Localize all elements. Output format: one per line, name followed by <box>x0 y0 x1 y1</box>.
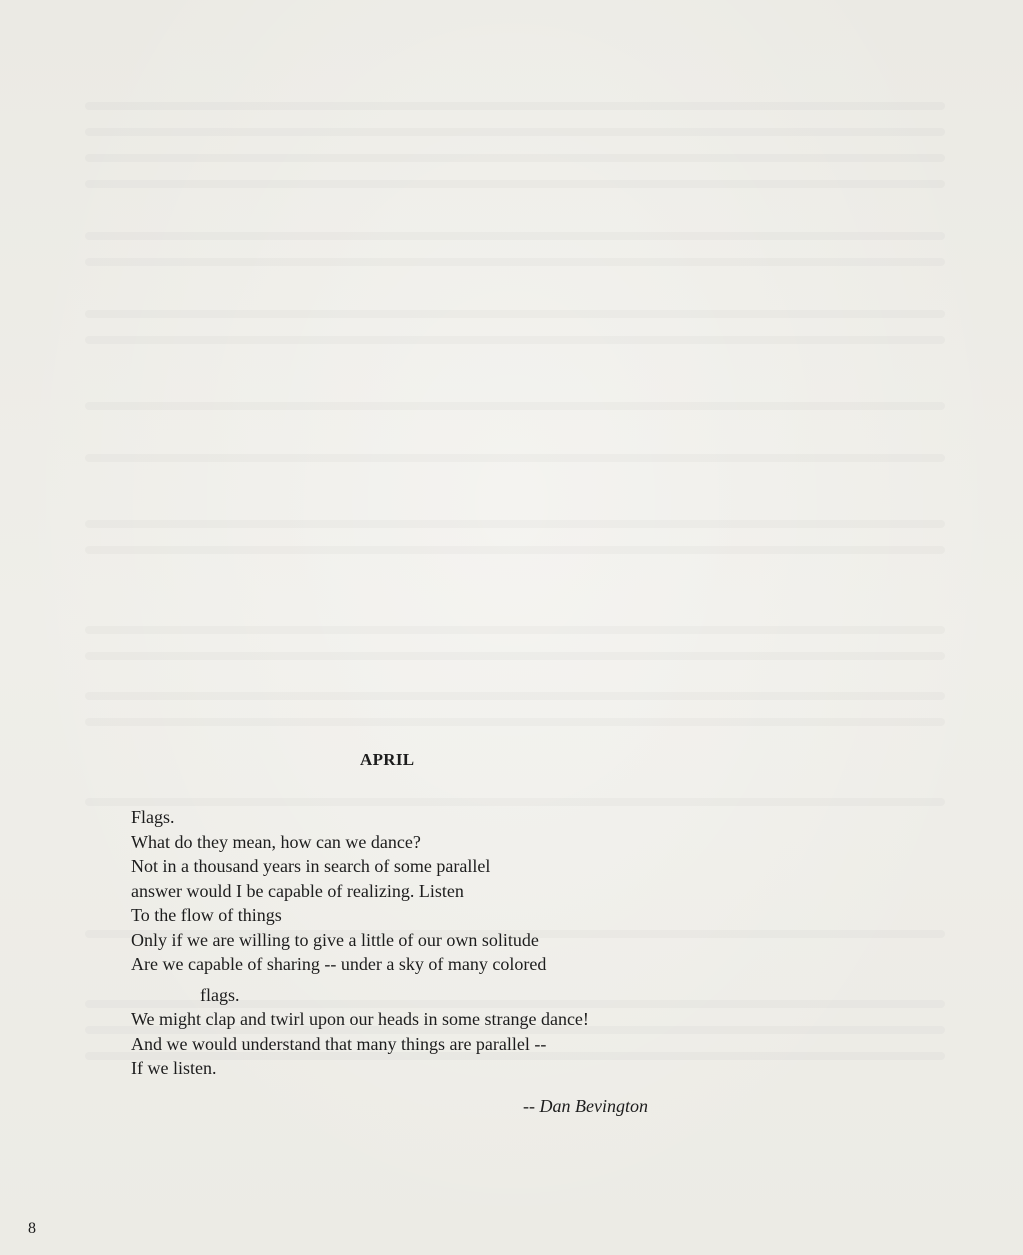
bleed-through-texture <box>85 626 945 634</box>
poem-line: Only if we are willing to give a little of our own solitude <box>131 929 539 950</box>
page-number: 8 <box>28 1220 36 1237</box>
poem-line: If we listen. <box>131 1058 217 1078</box>
bleed-through-texture <box>85 180 945 188</box>
bleed-through-texture <box>85 718 945 726</box>
poem-line: answer would I be capable of realizing. Listen <box>131 880 464 901</box>
poem-line: To the flow of things <box>131 905 282 925</box>
poem-line: Are we capable of sharing -- under a sky of many colored <box>131 954 547 974</box>
bleed-through-texture <box>85 546 945 554</box>
poem-line-indented: flags. <box>200 984 240 1005</box>
bleed-through-texture <box>85 402 945 410</box>
poem-title: APRIL <box>360 750 415 769</box>
bleed-through-texture <box>85 520 945 528</box>
poem-line: Not in a thousand years in search of some parallel <box>131 856 491 876</box>
bleed-through-texture <box>85 310 945 318</box>
poem-line: And we would understand that many things are parallel -- <box>131 1033 547 1054</box>
bleed-through-texture <box>85 258 945 266</box>
bleed-through-texture <box>85 128 945 136</box>
poem-author: -- Dan Bevington <box>523 1096 648 1116</box>
bleed-through-texture <box>85 692 945 700</box>
bleed-through-texture <box>85 652 945 660</box>
bleed-through-texture <box>85 454 945 462</box>
poem-line: We might clap and twirl upon our heads in some strange dance! <box>131 1009 589 1029</box>
poem-body <box>131 805 691 1081</box>
bleed-through-texture <box>85 102 945 110</box>
bleed-through-texture <box>85 154 945 162</box>
bleed-through-texture <box>85 336 945 344</box>
bleed-through-texture <box>85 232 945 240</box>
poem-line: Flags. <box>131 807 175 827</box>
poem-line: What do they mean, how can we dance? <box>131 831 421 852</box>
